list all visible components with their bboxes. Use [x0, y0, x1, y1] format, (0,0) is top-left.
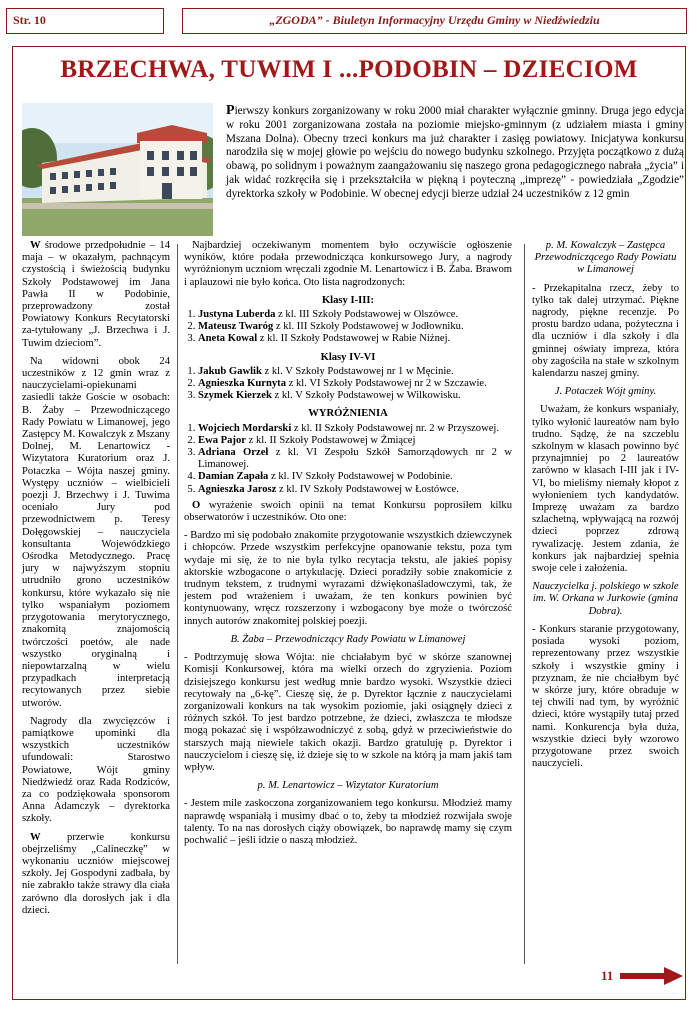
winners-list	[184, 309, 512, 346]
opinion-text: - Jestem mile zaskoczona zorganizowaniem tego konkursu. Młodzież mamy naprawdę wspaniałą i musimy dbać o to, żeby ta młodzież rozwijała swoje talenty. To na nas dorosłych ciąży obowiązek, bo naprawdę mamy się czym pochwalić – jeśli idzie o naszą młodzież.	[184, 798, 512, 846]
intro-text: ierwszy konkurs zorganizowany w roku 2000 miał charakter wyłącznie gminny. Druga jego edycja w roku 2001 zorganizowana została na poziomie miejsko-gminnym (z udziałem miasta i gminy Mszana Dolna). Obecny trzeci konkurs ma już charakter i zasięg powiatowy. Inicjatywa konkursu narodziła się w mojej głowie po wejściu do nowego budynku szkolnego. Przyjęta początkowo z dużą obawą, po solidnym i poważnym zaangażowaniu się naszego grona pedagogicznego nabrała „życia” i jak widać rozkręciła się i przekształciła w piękną i poyteczną „imprezę” - powiedziała „Zgodzie” dyrektorka szkoły w Podobinie. W obecnej edycji bierze udział 24 uczestników z 12 gmin	[226, 105, 684, 200]
winner-school: z kl. II Szkoły Podstawowej nr. 2 w Przyszowej.	[291, 422, 500, 434]
next-page-number: 11	[601, 968, 614, 983]
opinion-text: Uważam, że konkurs wspaniały, tylko wyłonić laureatów nam było trudno. Sądzę, że na szczeblu szkolnym w klasach powinno być przynajmniej po 2 laureatów zarówno w klasach I-III jak i IV-VI, bo mieliśmy niemały kłopot z wyłonieniem tych kandydatów. Imprezę uważam za bardzo szlachetną, wpływającą na rozwój dzieci poprzez zdrową rywalizację. Jestem zdania, że konkurs jak najbardziej spełnia swoje cele i założenia.	[532, 404, 679, 575]
opinion-signature: J. Potaczek Wójt gminy.	[554, 386, 657, 398]
winner-name: Szymek Kierzek	[198, 390, 272, 402]
group-heading: Klasy IV-VI	[320, 351, 376, 363]
opinion-signature: p. M. Lenartowicz – Wizytator Kuratorium	[257, 780, 439, 792]
list-item	[198, 378, 512, 390]
paragraph-text: Nagrody dla zwycięzców i pamiątkowe upominki dla wszystkich uczestników ufundowali: Starostwo Powiatowe, Wójt gminy Niedźwiedź oraz Rada Rodziców, za co podziękowała sponsorom Anna Adamczyk – dyrektorka szkoły.	[22, 715, 170, 825]
column-rule	[177, 244, 178, 964]
paragraph	[22, 240, 170, 350]
paragraph-text: przerwie konkursu obejrzeliśmy „Calineczkę” w wykonaniu uczniów miejscowej szkoły. Jej Gospodyni zadbała, by nie zabrakło także strawy dla ciała zarówno dla dorosłych jak i dla dzieci.	[22, 831, 170, 916]
winners-list	[184, 366, 512, 403]
winner-school: z kl. III Szkoły Podstawowej w Olszówce.	[275, 309, 459, 321]
list-item	[198, 471, 512, 483]
paragraph-text: środowe przedpołudnie – 14 maja – w okazałym, pachnącym czystością i świeżością budynku Szkoły Podstawowej im Jana Pawła II w Podobinie, przeprowadzony został Powiatowy Konkurs Recytatorski za-tytułowany „J. Brzechwa i J. Tuwim dzieciom”.	[22, 240, 170, 349]
winner-school: z kl. V Szkoły Podstawowej w Wilkowisku.	[271, 390, 461, 402]
group-heading: WYRÓŻNIENIA	[308, 408, 388, 420]
winner-school: z kl. VI Zespołu Szkół Samorządowych nr 2 w Limanowej.	[198, 447, 512, 471]
column-3	[532, 240, 679, 776]
paragraph	[184, 500, 512, 524]
paragraph	[22, 356, 170, 710]
school-photo	[22, 103, 213, 236]
opinion-text: - Przekapitalna rzecz, żeby to tylko tak dalej utrzymać. Piękne nagrody, piękne recenzje. Po prostu bardzo udana, pożyteczna i dla uczniów i dla szkoły i dla gminnej oświaty impreza, która oby zagościła na stałe w szkolnym kalendarzu naszej gminy.	[532, 282, 679, 380]
opinion-text: - Konkurs staranie przygotowany, posiada wysoki poziom, reprezentowany przez wszystkie szkoły i wszystkie gminy i przyznam, że nie chciałbym być w skórze jury, które obraduje w tej chwili nad tym, by wyróżnić dzieci, które wystąpiły tutaj przed nami. Konkurencja była duża, wszystkie dzieci były wzorowo przygotowane przez swoich nauczycieli.	[532, 623, 679, 770]
paragraph	[22, 832, 170, 917]
lead-letter: W	[30, 240, 41, 251]
winner-name: Justyna Luberda	[198, 309, 276, 321]
next-page-arrow-icon	[620, 966, 684, 986]
list-item	[198, 447, 512, 471]
winner-name: Damian Zapała	[198, 471, 269, 483]
winner-school: z kl. II Szkoły Podstawowej w Żmiącej	[245, 434, 416, 446]
winner-school: z kl. II Szkoły Podstawowej w Rabie Niżnej.	[257, 333, 451, 345]
winner-name: Aneta Kowal	[198, 333, 258, 345]
paragraph-text: wyrażenie swoich opinii na temat Konkursu poprosiłem kilku obserwatorów i uczestników. Oto one:	[184, 499, 512, 524]
column-1	[22, 240, 170, 923]
paragraph-text: Na widowni obok 24 uczestników z 12 gmin wraz z nauczycielami-opiekunami zasiedli także Goście w osobach: B. Żaby – Przewodniczącego Rady Powiatu w Limanowej, jego Zastępcy M. Kowalczyk z Mszany Dolnej, M. Lenartowicz - Wizytatora Kuratorium oraz J. Potaczka – Wójta naszej gminy. Występy uczniów – wielbicieli poezji J. Brzechwy i J. Tuwima oceniało Jury pod przewodnictwem p. Teresy Dołęgowskiej – nauczyciela konsultanta Wojewódzkiego Ośrodka Metodycznego. Pracę jury w najwyższym stopniu utrudniło grono uczestników konkursu, które wykazało się nie tylko wspaniałym poziomem przygotowania merytorycznego, znakomitą znajomością twórczości poetów, ale nade wszystko oryginalną i niepowtarzalną w wielu przypadkach interpretacją recytowanych przez siebie utworów.	[22, 355, 170, 709]
list-item	[198, 309, 512, 321]
list-item	[198, 435, 512, 447]
lead-letter: O	[192, 499, 201, 511]
list-item	[198, 366, 512, 378]
winner-name: Mateusz Twaróg	[198, 321, 274, 333]
winner-name: Ewa Pajor	[198, 434, 246, 446]
winner-name: Agnieszka Kurnyta	[198, 378, 286, 390]
intro-paragraph	[226, 104, 684, 202]
paragraph: Najbardziej oczekiwanym momentem było oczywiście ogłoszenie wyników, które podała przewodnicząca konkursowego Jury, a nagrody wyróżnionym uczniom wręczali zgodnie M. Lenartowicz i B. Żaba. Brawom i aplauzowi nie było końca. Oto lista nagrodzonych:	[184, 240, 512, 288]
winner-school: z kl. IV Szkoły Podstawowej w Podobinie.	[268, 471, 453, 483]
opinion-signature: p. M. Kowalczyk – Zastępca Przewodniczącego Rady Powiatu w Limanowej	[534, 240, 677, 276]
list-item	[198, 333, 512, 345]
list-item	[198, 484, 512, 496]
list-item	[198, 321, 512, 333]
winner-name: Adriana Orzeł	[198, 447, 269, 459]
intro-dropcap: P	[226, 103, 235, 118]
list-item	[198, 390, 512, 402]
bulletin-title: „ZGODA” - Biuletyn Informacyjny Urzędu Gminy w Niedźwiedziu	[182, 8, 687, 34]
opinion-text: - Bardzo mi się podobało znakomite przygotowanie wszystkich dziewczynek i chłopców. Przede wszystkim perfekcyjne opanowanie tekstu, poza tym wydaje mi się, że to nie była tylko recytacja tekstu, ale jakieś popisy aktorskie wzbogacone o artykulację. Dzieci poradziły sobie znakomicie z trudnym tekstem, z trudnymi wyrazami dźwiękonaśladowczymi, tak, że jestem pod wrażeniem i uważam, że ten konkurs powinien być kontynuowany, wręcz rozszerzony i wzbogacony bye może o twórczość innych autorów znakomitej polskiej poezji.	[184, 530, 512, 627]
winner-school: z kl. VI Szkoły Podstawowej nr 2 w Szczawie.	[286, 378, 487, 390]
winner-name: Agnieszka Jarosz	[198, 483, 277, 495]
column-2	[184, 240, 512, 853]
paragraph	[22, 716, 170, 826]
winner-name: Jakub Gawlik	[198, 365, 262, 377]
list-item	[198, 423, 512, 435]
group-heading: Klasy I-III:	[321, 294, 375, 306]
opinion-text: - Podtrzymuję słowa Wójta: nie chciałabym być w skórze szanownej Komisji Konkursowej, która ma wielki orzech do zgryzienia. Poziom dzisiejszego konkursu jest według mnie bardzo wysoki. Wszystkie dzieci recytowały na „6-kę”. Cieszę się, że p. Dyrektor łącznie z nauczycielami zorganizowali konkurs na tak wysokim poziomie, jaki osiągnęły dzieci z różnych szkół. To jest bardzo potrzebne, że dzieci, zwłaszcza te młodsze mogą pokazać się i współzawodniczyć z sobą, gdyż w przeciwieństwie do starszych mają niewiele takich okazji. Bardzo gratuluję p. Dyrektor i nauczycielom i cieszę się, iż dzieje się to w szkole na którą ja mam jakiś tam wpływ.	[184, 652, 512, 773]
opinion-signature: B. Żaba – Przewodniczący Rady Powiatu w Limanowej	[230, 633, 466, 645]
winner-school: z kl. IV Szkoły Podstawowej w Łostówce.	[276, 483, 459, 495]
winner-school: z kl. III Szkoły Podstawowej w Jodłowniku.	[273, 321, 464, 333]
honours-list	[184, 423, 512, 496]
opinion-signature: Nauczycielka j. polskiego w szkole im. W. Orkana w Jurkowie (gmina Dobra).	[532, 581, 679, 617]
winner-school: z kl. V Szkoły Podstawowej nr 1 w Męcinie.	[261, 365, 454, 377]
page-label: Str. 10	[6, 8, 164, 34]
column-rule	[524, 244, 525, 964]
lead-letter: W	[30, 831, 41, 843]
article-title: BRZECHWA, TUWIM I ...PODOBIN – DZIECIOM	[60, 56, 638, 83]
winner-name: Wojciech Mordarski	[198, 422, 292, 434]
